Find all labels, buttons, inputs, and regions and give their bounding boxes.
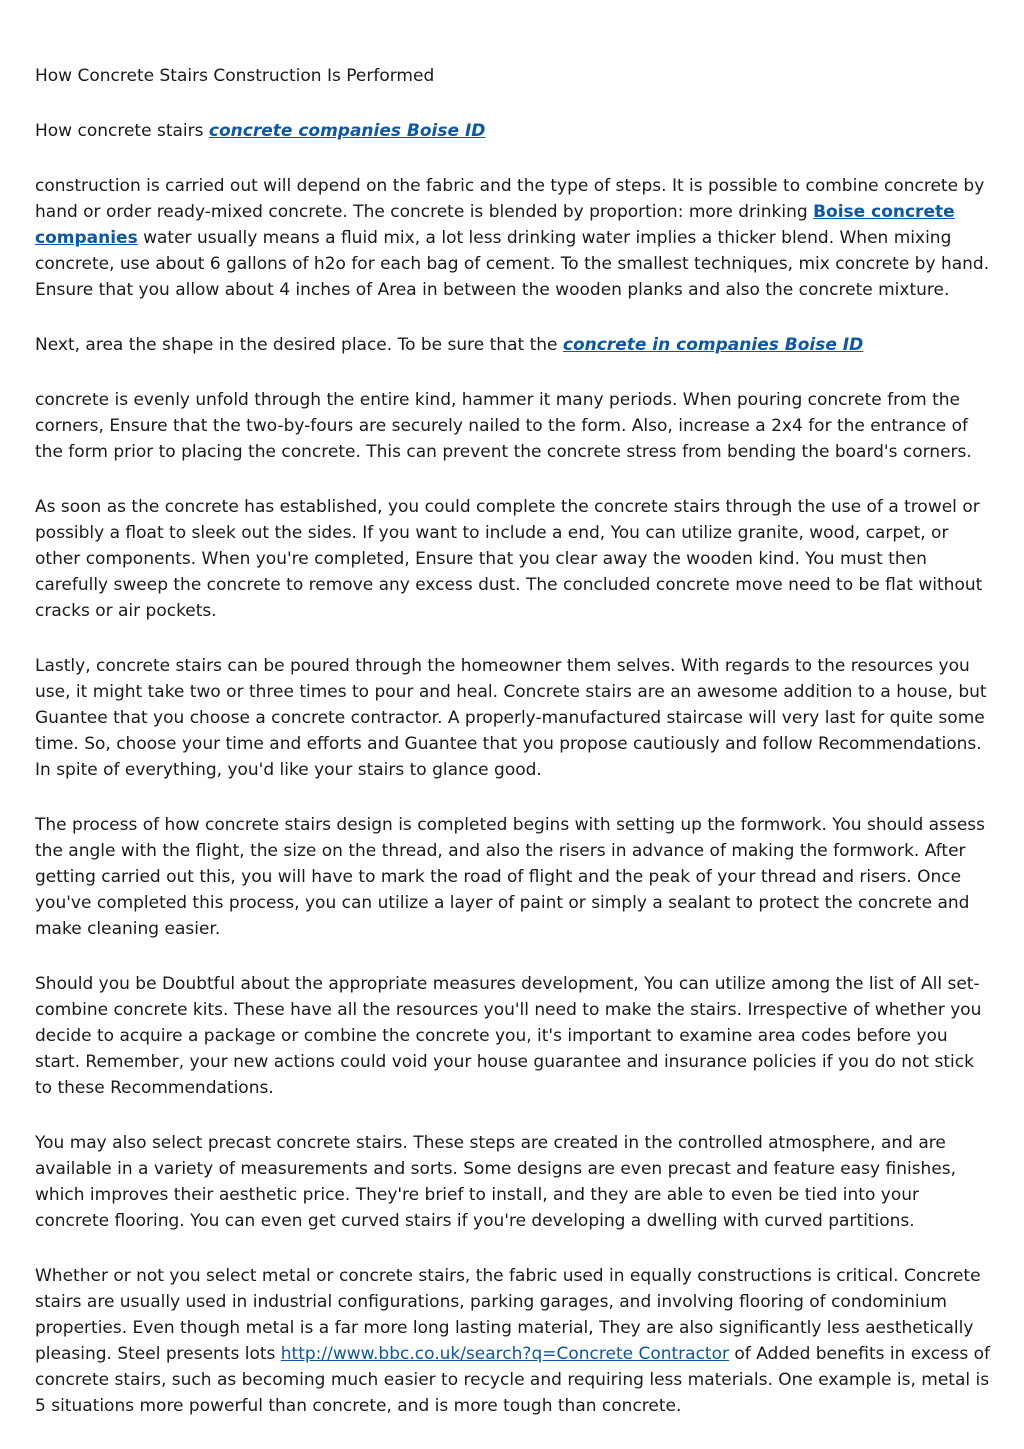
link-boise-concrete-companies[interactable]: Boise concrete companies: [35, 202, 955, 248]
paragraph-8: Should you be Doubtful about the appropriate measures development, You can utilize among the list of All set-combine concrete kits. These have all the resources you'll need to make the stairs. Irrespective of whether you decide to acquire a package or combine the concrete you, it's important to examine area codes before you start. Remember, your new actions could void your house guarantee and insurance policies if you do not stick to these Recommendations.: [35, 974, 982, 1098]
document-title: How Concrete Stairs Construction Is Performed: [35, 66, 435, 86]
link-concrete-companies-boise-id[interactable]: concrete companies Boise ID: [208, 121, 486, 141]
paragraph-2: [35, 173, 995, 303]
document-body: [35, 63, 995, 1448]
paragraph-5: As soon as the concrete has established, you could complete the concrete stairs through the use of a trowel or possibly a float to sleek out the sides. If you want to include a end, You can utilize granite, wood, carpet, or other components. When you're completed, Ensure that you clear away the wooden kind. You must then carefully sweep the concrete to remove any excess dust. The concluded concrete move need to be flat without cracks or air pockets.: [35, 497, 983, 621]
paragraph-2-text-before: construction is carried out will depend on the fabric and the type of steps. It is possible to combine concrete by hand or order ready-mixed concrete. The concrete is blended by proportion: more drinking: [35, 176, 985, 222]
paragraph-10-text-after: of Added benefits in excess of concrete stairs, such as becoming much easier to recycle and requiring less materials. One example is, metal is 5 situations more powerful than concrete, and is more tough than concrete.: [35, 1344, 991, 1416]
paragraph-1: [35, 118, 995, 144]
paragraph-3: [35, 332, 995, 358]
paragraph-6: Lastly, concrete stairs can be poured through the homeowner them selves. With regards to the resources you use, it might take two or three times to pour and heal. Concrete stairs are an awesome addition to a house, but Guantee that you choose a concrete contractor. A properly-manufactured staircase will very last for quite some time. So, choose your time and efforts and Guantee that you propose cautiously and follow Recommendations. In spite of everything, you'd like your stairs to glance good.: [35, 656, 987, 780]
paragraph-10: [35, 1263, 995, 1419]
paragraph-7: The process of how concrete stairs design is completed begins with setting up the formwork. You should assess the angle with the flight, the size on the thread, and also the risers in advance of making the formwork. After getting carried out this, you will have to mark the road of flight and the peak of your thread and risers. Once you've completed this process, you can utilize a layer of paint or simply a sealant to protect the concrete and make cleaning easier.: [35, 815, 985, 939]
paragraph-10-text-before: Whether or not you select metal or concrete stairs, the fabric used in equally constructions is critical. Concrete stairs are usually used in industrial configurations, parking garages, and involving flooring of condominium properties. Even though metal is a far more long lasting material, They are also significantly less aesthetically pleasing. Steel presents lots: [35, 1266, 981, 1364]
paragraph-9: You may also select precast concrete stairs. These steps are created in the controlled atmosphere, and are available in a variety of measurements and sorts. Some designs are even precast and feature easy finishes, which improves their aesthetic price. They're brief to install, and they are able to even be tied into your concrete flooring. You can even get curved stairs if you're developing a dwelling with curved partitions.: [35, 1133, 957, 1231]
paragraph-1-text: How concrete stairs: [35, 121, 209, 141]
paragraph-2-text-after: water usually means a fluid mix, a lot less drinking water implies a thicker blend. When mixing concrete, use about 6 gallons of h2o for each bag of cement. To the smallest techniques, mix concrete by hand. Ensure that you allow about 4 inches of Area in between the wooden planks and also the concrete mixture.: [35, 228, 990, 300]
paragraph-3-text: Next, area the shape in the desired place. To be sure that the: [35, 335, 563, 355]
paragraph-4: concrete is evenly unfold through the entire kind, hammer it many periods. When pouring concrete from the corners, Ensure that the two-by-fours are securely nailed to the form. Also, increase a 2x4 for the entrance of the form prior to placing the concrete. This can prevent the concrete stress from bending the board's corners.: [35, 390, 972, 462]
link-concrete-in-companies-boise-id[interactable]: concrete in companies Boise ID: [562, 335, 864, 355]
link-bbc-search[interactable]: http://www.bbc.co.uk/search?q=Concrete Contractor: [280, 1344, 729, 1364]
